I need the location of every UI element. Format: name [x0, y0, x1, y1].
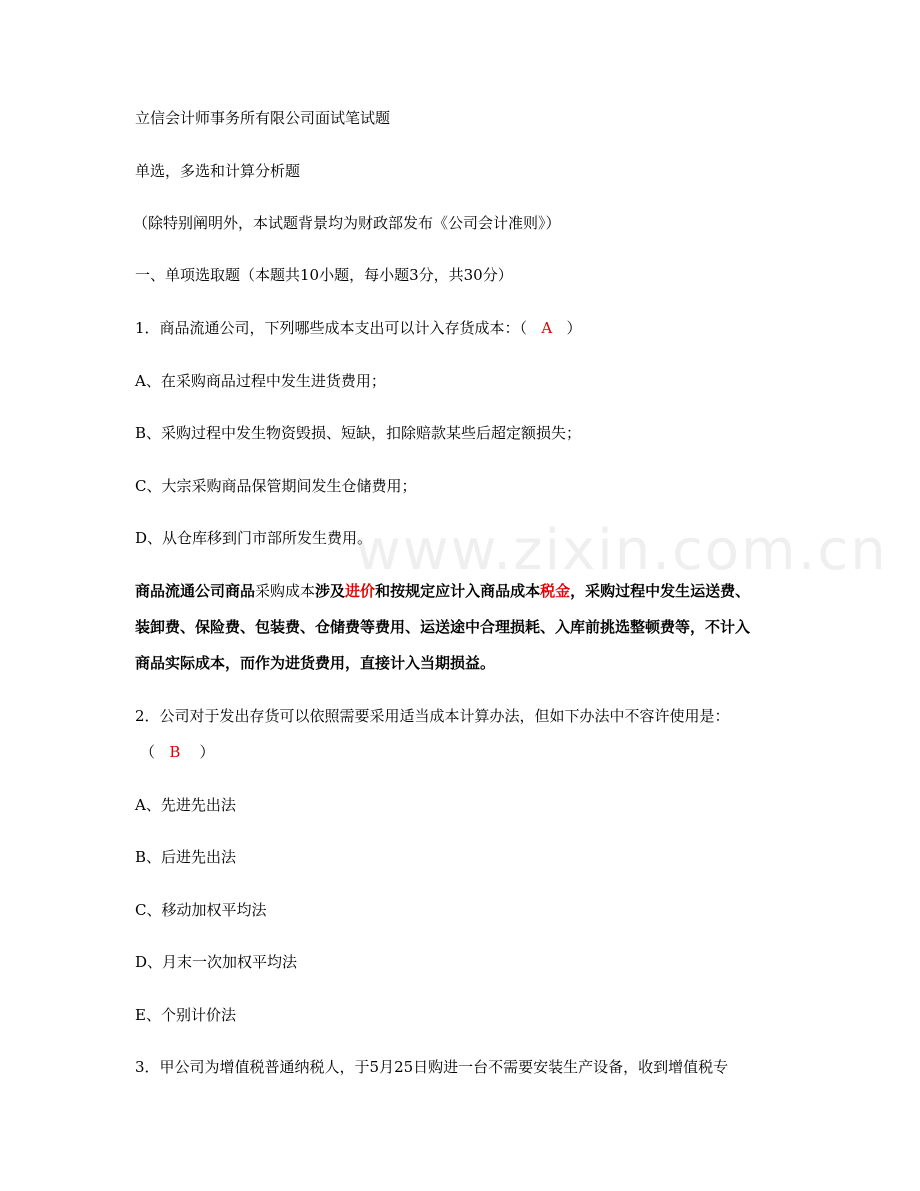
document-subtitle: 单选，多选和计算分析题	[135, 162, 301, 180]
question-2-option-d: D、月末一次加权平均法	[135, 953, 298, 971]
question-1-close: ）	[566, 319, 582, 337]
document-title: 立信会计师事务所有限公司面试笔试题	[135, 109, 391, 127]
question-2-option-e: E、个别计价法	[135, 1006, 236, 1024]
question-3-stem: 3．甲公司为增值税普通纳税人，于5月25日购进一台不需要安装生产设备，收到增值税专	[135, 1058, 729, 1076]
explanation-part: ，采购过程中发生运送费、	[570, 582, 751, 600]
question-1-option-d: D、从仓库移到门市部所发生费用。	[135, 529, 373, 547]
explanation-highlight: 进价	[345, 582, 376, 600]
explanation-highlight: 税金	[540, 582, 571, 600]
question-2-open: （	[140, 743, 156, 761]
explanation-part: 采购成本	[255, 582, 316, 600]
question-2-close: ）	[199, 743, 215, 761]
explanation-part: 商品流通公司商品	[135, 582, 256, 600]
question-1-explanation-line-3: 商品实际成本，而作为进货费用，直接计入当期损益。	[135, 654, 496, 672]
question-2-answer: B	[169, 743, 181, 761]
explanation-part: 和按规定应计入商品成本	[375, 582, 541, 600]
question-2-option-a: A、先进先出法	[135, 796, 236, 814]
question-1-option-a: A、在采购商品过程中发生进货费用；	[135, 372, 386, 390]
question-2-answer-line	[140, 742, 214, 762]
question-2-option-c: C、移动加权平均法	[135, 901, 267, 919]
question-1-option-c: C、大宗采购商品保管期间发生仓储费用；	[135, 477, 417, 495]
explanation-part: 涉及	[315, 582, 346, 600]
watermark: www.zixin.com.cn	[355, 518, 888, 583]
question-1-explanation-line-1	[135, 581, 750, 601]
question-2-stem: 2．公司对于发出存货可以依照需要采用适当成本计算办法，但如下办法中不容许使用是：	[135, 707, 730, 725]
document-note: （除特别阐明外，本试题背景均为财政部发布《公司会计准则》）	[133, 214, 561, 232]
question-1-answer: A	[541, 319, 553, 337]
question-1-explanation-line-2: 装卸费、保险费、包装费、仓储费等费用、运送途中合理损耗、入库前挑选整顿费等，不计入	[135, 618, 751, 636]
question-2-option-b: B、后进先出法	[135, 848, 237, 866]
question-1-text: 1．商品流通公司，下列哪些成本支出可以计入存货成本：（	[135, 319, 528, 337]
section-heading: 一、单项选取题（本题共10小题，每小题3分，共30分）	[135, 266, 513, 284]
question-1-option-b: B、采购过程中发生物资毁损、短缺，扣除赔款某些后超定额损失；	[135, 424, 582, 442]
question-1-stem	[135, 318, 582, 338]
